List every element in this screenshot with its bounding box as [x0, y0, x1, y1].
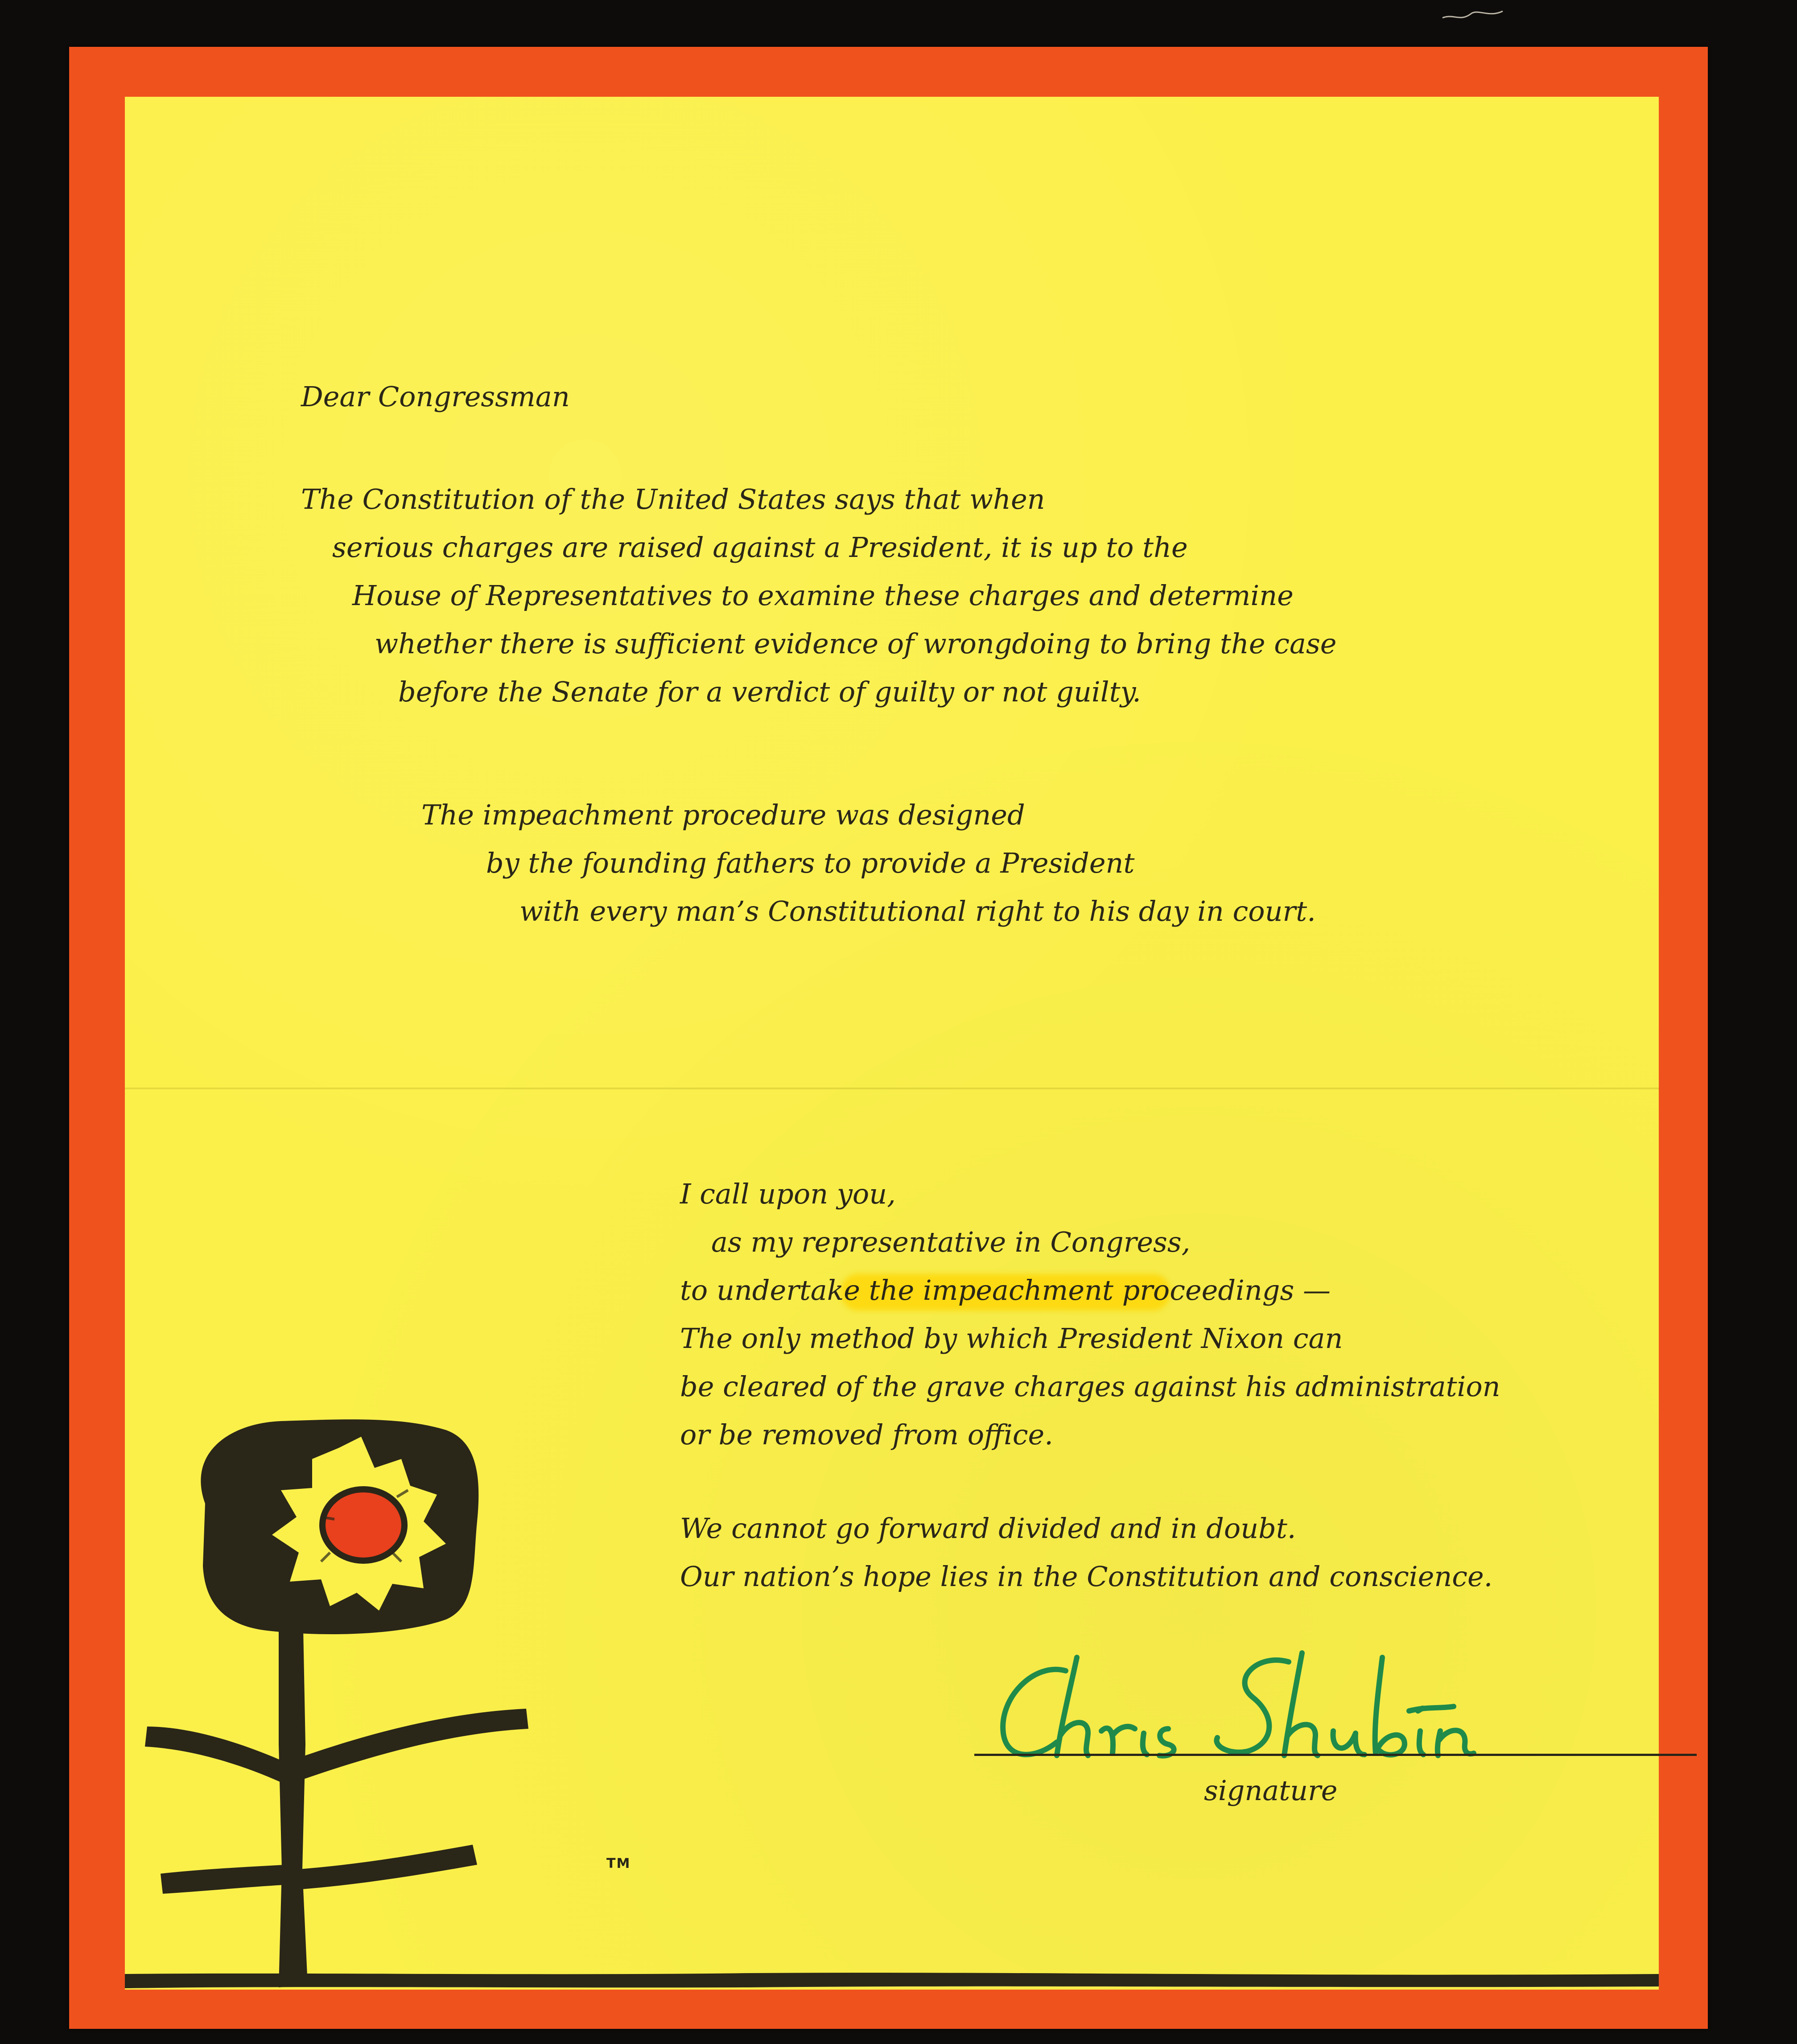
handwritten-signature — [981, 1644, 1677, 1782]
salutation: Dear Congressman — [301, 380, 570, 413]
trademark-mark: TM — [606, 1856, 631, 1871]
fold-crease — [125, 1088, 1659, 1089]
paragraph-line: with every man’s Constitutional right to his day in court. — [519, 895, 1316, 927]
paragraph-line: or be removed from office. — [680, 1418, 1053, 1451]
pencil-mark — [1440, 0, 1507, 27]
paragraph-line: by the founding fathers to provide a President — [486, 847, 1135, 879]
paragraph-line: serious charges are raised against a President, it is up to the — [332, 531, 1188, 564]
ground-line — [125, 1969, 1659, 1990]
paragraph-line: be cleared of the grave charges against his administration — [680, 1370, 1500, 1403]
signature-line — [974, 1754, 1697, 1756]
orange-card-border — [69, 47, 1708, 2029]
signature-label: signature — [1204, 1774, 1338, 1807]
paragraph-line: whether there is sufficient evidence of wrongdoing to bring the case — [375, 627, 1337, 660]
paragraph-line: Our nation’s hope lies in the Constitution and conscience. — [680, 1560, 1493, 1593]
flower-illustration — [125, 1405, 705, 1994]
paragraph-line: The only method by which President Nixon can — [680, 1322, 1343, 1355]
paragraph-line: as my representative in Congress, — [711, 1226, 1191, 1258]
paragraph-line: We cannot go forward divided and in doubt. — [680, 1512, 1296, 1545]
paragraph-line: The impeachment procedure was designed — [421, 799, 1025, 831]
paragraph-line: House of Representatives to examine these charges and determine — [352, 579, 1294, 612]
letter-paper — [125, 97, 1659, 1990]
paragraph-line: before the Senate for a verdict of guilty or not guilty. — [398, 676, 1141, 708]
paragraph-line: The Constitution of the United States says that when — [301, 483, 1045, 515]
paragraph-line: to undertake the impeachment proceedings — — [680, 1274, 1331, 1306]
paragraph-line: I call upon you, — [680, 1178, 896, 1210]
